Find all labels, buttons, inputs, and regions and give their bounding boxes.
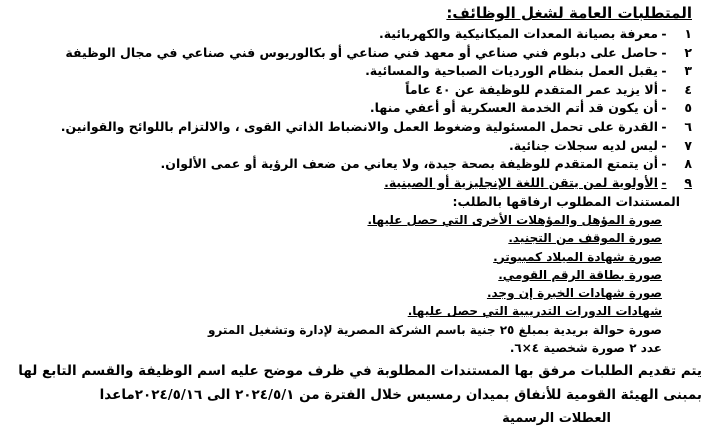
requirement-number: ٩: [684, 174, 692, 190]
requirement-item: [2, 137, 692, 156]
document-item: صورة حوالة بريدية بمبلغ ٢٥ جنية باسم الشركة المصرية لإدارة وتشغيل المترو: [207, 322, 662, 337]
requirement-text: يقبل العمل بنظام الورديات الصباحية والمسائية.: [365, 63, 658, 79]
requirement-dash: -: [661, 100, 667, 116]
requirement-number: ٢: [684, 44, 692, 60]
requirement-dash: -: [661, 26, 667, 41]
document-item: شهادات الدورات التدريبية التي حصل عليها.: [407, 304, 662, 319]
submission-note-line: العطلات الرسمية: [502, 411, 611, 426]
requirement-item: [2, 44, 692, 63]
documents-list: [208, 211, 662, 357]
document-item: صورة شهادة الميلاد كمبيوتر.: [493, 249, 662, 264]
requirement-number: ٧: [684, 137, 692, 153]
requirement-item: [2, 155, 692, 174]
documents-title: المستندات المطلوب ارفاقها بالطلب:: [452, 194, 680, 209]
requirement-dash: -: [661, 156, 667, 172]
document-item: صورة بطاقة الرقم القومي.: [498, 267, 662, 282]
requirement-dash: -: [661, 118, 667, 134]
document-item: صورة شهادات الخبرة إن وجد.: [486, 286, 662, 301]
submission-note: [2, 359, 702, 431]
requirement-text: أن يكون قد أتم الخدمة العسكرية أو أعفي منها.: [369, 100, 658, 116]
requirement-number: ١: [684, 26, 692, 41]
requirement-number: ٥: [684, 100, 692, 116]
requirement-dash: -: [661, 63, 667, 79]
document-item: صورة المؤهل والمؤهلات الأخرى التي حصل عليها.: [367, 213, 662, 227]
requirement-number: ٣: [684, 63, 692, 79]
requirement-item: [2, 62, 692, 81]
requirement-number: ٨: [684, 156, 692, 172]
requirement-item: [2, 25, 692, 44]
requirement-item: [2, 118, 692, 137]
requirement-text: ألا يزيد عمر المتقدم للوظيفة عن ٤٠ عاماً: [405, 81, 658, 97]
submission-note-line: يتم تقديم الطلبات مرفق بها المستندات المطلوبة في ظرف موضح عليه اسم الوظيفة والقسم التابع لها: [18, 363, 702, 379]
requirement-dash: -: [661, 137, 667, 153]
requirement-dash: -: [661, 81, 667, 97]
requirement-item: [2, 81, 692, 100]
requirement-text: الأولوية لمن يتقن اللغة الإنجليزية أو الصينية.: [384, 174, 658, 190]
requirement-item: [2, 99, 692, 118]
requirement-text: حاصل على دبلوم فني صناعي أو معهد فني صناعي أو بكالوريوس فني صناعي في مجال الوظيفة: [65, 44, 658, 60]
requirement-dash: -: [661, 174, 667, 190]
requirement-dash: -: [661, 44, 667, 60]
document-item: عدد ٢ صورة شخصية ٤×٦.: [509, 341, 662, 356]
submission-note-line: بمبنى الهيئة القومية للأنفاق بميدان رمسيس خلال الفترة من ٢٠٢٤/٥/١ الى ٢٠٢٤/٥/١٦ماعدا: [99, 387, 702, 403]
requirement-text: القدرة على تحمل المسئولية وضغوط العمل والانضباط الذاتي القوى ، والالتزام باللوائح والقوانين.: [60, 118, 658, 134]
requirement-number: ٦: [684, 118, 692, 134]
requirements-list: [2, 25, 692, 192]
document-item: صورة الموقف من التجنيد.: [508, 231, 662, 246]
requirement-item: [2, 174, 692, 193]
requirement-number: ٤: [684, 81, 692, 97]
requirement-text: معرفة بصيانة المعدات الميكانيكية والكهربائية.: [378, 26, 658, 41]
requirement-text: ليس لديه سجلات جنائية.: [509, 137, 658, 153]
requirement-text: أن يتمتع المتقدم للوظيفة بصحة جيدة، ولا يعاني من ضعف الرؤية أو عمى الألوان.: [160, 156, 658, 172]
page-heading: المتطلبات العامة لشغل الوظائف:: [446, 4, 692, 22]
